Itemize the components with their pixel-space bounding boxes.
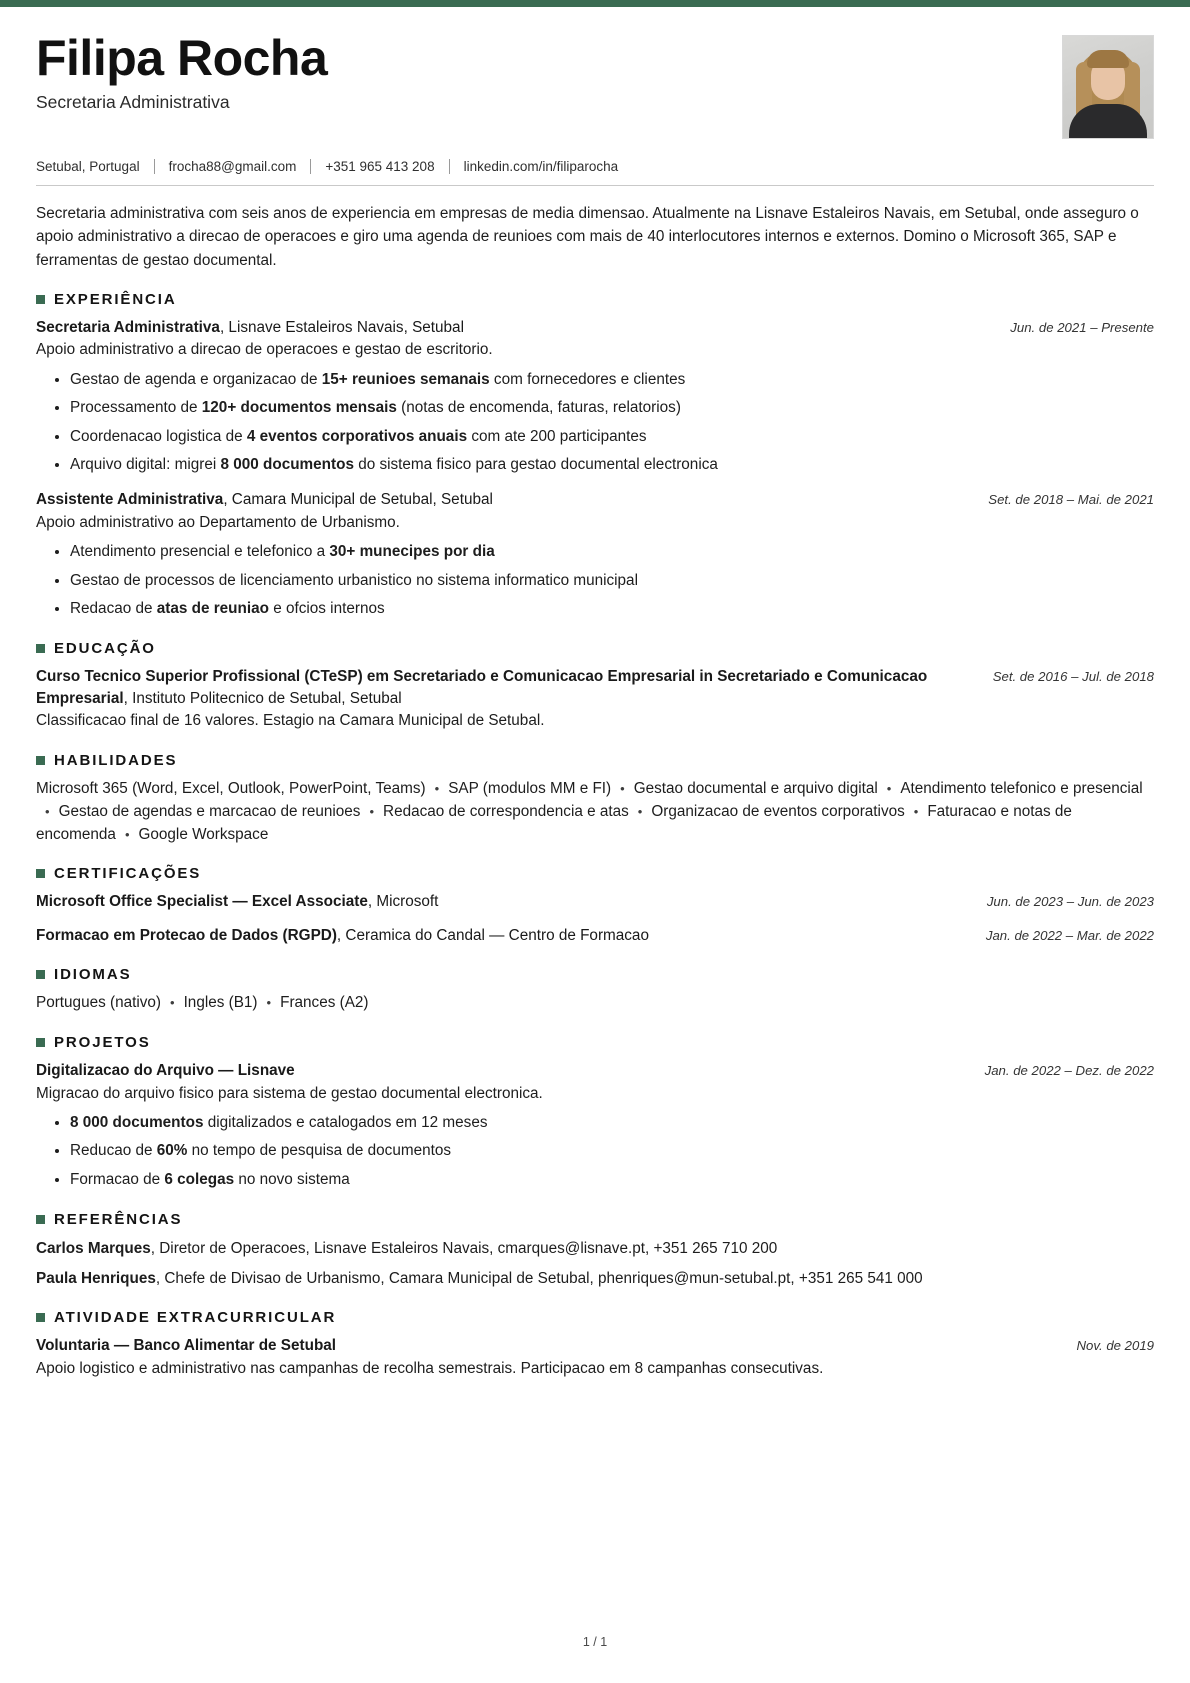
entry-organization: , Microsoft <box>367 893 439 911</box>
square-bullet-icon <box>36 1313 45 1322</box>
section-title: ATIVIDADE EXTRACURRICULAR <box>54 1309 337 1327</box>
entry-organization: , Instituto Politecnico de Setubal, Setubal <box>123 689 402 707</box>
resume-entry <box>36 1060 1154 1192</box>
section-certifications <box>36 865 1154 946</box>
section-projects <box>36 1034 1154 1192</box>
entry-description: Apoio administrativo ao Departamento de Urbanismo. <box>36 513 400 531</box>
entry-header <box>36 666 1154 709</box>
section-extracurricular <box>36 1309 1154 1380</box>
resume-page <box>0 7 1190 1380</box>
dot-separator-icon: • <box>434 780 440 796</box>
section-title: PROJETOS <box>54 1033 151 1051</box>
entry-title <box>36 666 971 709</box>
entry-role: Curso Tecnico Superior Profissional (CTeSP) em Secretariado e Comunicacao Empresarial in Secretariado e Comunicacao Empresarial <box>36 667 928 707</box>
dot-separator-icon: • <box>124 826 130 842</box>
section-heading-projects <box>36 1034 1154 1051</box>
list-item: Coordenacao logistica de 4 eventos corporativos anuais com ate 200 participantes <box>70 426 1154 449</box>
list-item: Processamento de 120+ documentos mensais (notas de encomenda, faturas, relatorios) <box>70 397 1154 420</box>
section-title: EDUCAÇÃO <box>54 639 156 657</box>
education-entry-list <box>36 666 1154 733</box>
inline-list-item: Atendimento telefonico e presencial <box>900 779 1143 797</box>
professional-summary: Secretaria administrativa com seis anos de experiencia em empresas de media dimensao. Atualmente na Lisnave Estaleiros Navais, em Setubal, onde asseguro o apoio administrativo a direcao de operacoes e giro uma agenda de reunioes com mais de 40 interlocutores internos e externos. Domino o Microsoft 365, SAP e ferramentas de gestao documental. <box>36 205 1139 269</box>
bullet-highlight: 4 eventos corporativos anuais <box>246 427 468 445</box>
inline-list-item: Google Workspace <box>138 825 269 843</box>
square-bullet-icon <box>36 756 45 765</box>
contact-bar <box>36 159 1154 186</box>
dot-separator-icon: • <box>620 780 625 796</box>
accent-top-rule <box>0 0 1190 7</box>
entry-header <box>36 317 1154 339</box>
resume-entry <box>36 489 1154 621</box>
square-bullet-icon <box>36 869 45 878</box>
entry-title <box>36 925 964 947</box>
certification-entry-list <box>36 891 1154 946</box>
inline-list-item: Faturacao e notas de encomenda <box>36 802 1072 843</box>
bullet-highlight: 8 000 documentos <box>70 1113 204 1131</box>
entry-date-range: Set. de 2016 – Jul. de 2018 <box>992 668 1154 684</box>
square-bullet-icon <box>36 644 45 653</box>
entry-header <box>36 1060 1154 1082</box>
contact-item[interactable]: linkedin.com/in/filiparocha <box>463 159 619 174</box>
experience-entry-list <box>36 317 1154 621</box>
section-heading-education <box>36 640 1154 657</box>
header-identity <box>36 31 1062 114</box>
contact-item[interactable]: +351 965 413 208 <box>325 159 435 174</box>
entry-role: Voluntaria — Banco Alimentar de Setubal <box>36 1337 337 1355</box>
section-heading-languages <box>36 966 1154 983</box>
contact-item[interactable]: frocha88@gmail.com <box>168 159 297 174</box>
dot-separator-icon: • <box>170 995 175 1011</box>
entry-title <box>36 317 988 339</box>
section-title: EXPERIÊNCIA <box>54 290 177 308</box>
section-heading-references <box>36 1211 1154 1228</box>
reference-entry-list <box>36 1237 1154 1291</box>
resume-entry <box>36 317 1154 477</box>
entry-organization: , Lisnave Estaleiros Navais, Setubal <box>219 318 464 336</box>
entry-role: Secretaria Administrativa <box>36 318 220 336</box>
list-item: Redacao de atas de reuniao e ofcios internos <box>70 598 1154 621</box>
list-item: Arquivo digital: migrei 8 000 documentos do sistema fisico para gestao documental electronica <box>70 454 1154 477</box>
entry-date-range: Jan. de 2022 – Mar. de 2022 <box>985 928 1154 944</box>
entry-organization: , Ceramica do Candal — Centro de Formacao <box>336 927 649 945</box>
entry-description: Apoio logistico e administrativo nas campanhas de recolha semestrais. Participacao em 8 campanhas consecutivas. <box>36 1359 824 1377</box>
inline-list-item: Gestao de agendas e marcacao de reunioes <box>58 802 361 820</box>
entry-role: Microsoft Office Specialist — Excel Associate <box>36 893 368 911</box>
entry-description: Apoio administrativo a direcao de operacoes e gestao de escritorio. <box>36 341 493 359</box>
bullet-highlight: 30+ munecipes por dia <box>329 543 495 561</box>
entry-role: Formacao em Protecao de Dados (RGPD) <box>36 927 337 945</box>
page-footer <box>0 1635 1190 1649</box>
entry-title <box>36 489 966 511</box>
avatar <box>1062 35 1154 139</box>
entry-description: Classificacao final de 16 valores. Estagio na Camara Municipal de Setubal. <box>36 712 545 730</box>
inline-list-item: SAP (modulos MM e FI) <box>448 779 612 797</box>
section-title: CERTIFICAÇÕES <box>54 865 202 883</box>
entry-date-range: Jun. de 2021 – Presente <box>1010 319 1154 335</box>
section-experience <box>36 291 1154 621</box>
entry-date-range: Jun. de 2023 – Jun. de 2023 <box>986 894 1154 910</box>
list-item: Gestao de processos de licenciamento urbanistico no sistema informatico municipal <box>70 570 1154 593</box>
job-headline: Secretaria Administrativa <box>36 92 230 112</box>
section-heading-certifications <box>36 865 1154 882</box>
entry-date-range: Jan. de 2022 – Dez. de 2022 <box>984 1062 1154 1078</box>
bullet-highlight: atas de reuniao <box>156 599 269 617</box>
inline-list-item: Microsoft 365 (Word, Excel, Outlook, PowerPoint, Teams) <box>36 779 426 797</box>
section-title: HABILIDADES <box>54 751 178 769</box>
reference-name: Paula Henriques <box>36 1269 156 1287</box>
entry-bullet-list <box>36 369 1154 477</box>
dot-separator-icon: • <box>369 803 375 819</box>
square-bullet-icon <box>36 1215 45 1224</box>
entry-role: Digitalizacao do Arquivo — Lisnave <box>36 1061 295 1079</box>
inline-list-item: Organizacao de eventos corporativos <box>651 802 905 820</box>
dot-separator-icon: • <box>913 803 919 819</box>
list-item: Atendimento presencial e telefonico a 30+ munecipes por dia <box>70 541 1154 564</box>
contact-separator <box>154 159 155 174</box>
entry-role: Assistente Administrativa <box>36 491 224 509</box>
square-bullet-icon <box>36 1038 45 1047</box>
entry-bullet-list <box>36 541 1154 621</box>
inline-list-item: Ingles (B1) <box>183 993 258 1011</box>
page-title: Filipa Rocha <box>36 30 328 86</box>
entry-title <box>36 1335 1055 1357</box>
project-entry-list <box>36 1060 1154 1192</box>
section-heading-extracurricular <box>36 1309 1154 1326</box>
entry-header <box>36 489 1154 511</box>
entry-bullet-list <box>36 1112 1154 1192</box>
dot-separator-icon: • <box>45 803 50 819</box>
entry-header <box>36 891 1154 913</box>
avatar-hair-front <box>1087 50 1129 68</box>
inline-list-item: Portugues (nativo) <box>36 993 161 1011</box>
bullet-highlight: 60% <box>156 1142 188 1160</box>
reference-item: Paula Henriques, Chefe de Divisao de Urbanismo, Camara Municipal de Setubal, phenriques@mun-setubal.pt, +351 265 541 000 <box>36 1269 923 1287</box>
bullet-highlight: 8 000 documentos <box>220 456 354 474</box>
resume-entry <box>36 1335 1154 1380</box>
resume-header <box>36 7 1154 139</box>
square-bullet-icon <box>36 295 45 304</box>
extracurricular-entry-list <box>36 1335 1154 1380</box>
resume-entry <box>36 925 1154 947</box>
section-heading-skills <box>36 752 1154 769</box>
entry-title <box>36 891 965 913</box>
resume-entry <box>36 666 1154 733</box>
bullet-highlight: 15+ reunioes semanais <box>321 370 490 388</box>
section-education <box>36 640 1154 733</box>
contact-separator <box>449 159 450 174</box>
section-skills <box>36 752 1154 847</box>
entry-organization: , Camara Municipal de Setubal, Setubal <box>223 491 493 509</box>
contact-separator <box>310 159 311 174</box>
entry-description: Migracao do arquivo fisico para sistema de gestao documental electronica. <box>36 1084 543 1102</box>
dot-separator-icon: • <box>266 995 272 1011</box>
section-title: REFERÊNCIAS <box>54 1210 183 1228</box>
inline-list-item: Frances (A2) <box>280 993 369 1011</box>
resume-entry <box>36 891 1154 913</box>
page-indicator: 1 / 1 <box>582 1635 608 1649</box>
list-item: Gestao de agenda e organizacao de 15+ reunioes semanais com fornecedores e clientes <box>70 369 1154 392</box>
inline-list-item: Gestao documental e arquivo digital <box>633 779 878 797</box>
square-bullet-icon <box>36 970 45 979</box>
contact-item[interactable]: Setubal, Portugal <box>36 159 140 174</box>
section-languages <box>36 966 1154 1015</box>
entry-date-range: Nov. de 2019 <box>1076 1338 1154 1354</box>
section-title: IDIOMAS <box>54 965 132 983</box>
list-item: Reducao de 60% no tempo de pesquisa de documentos <box>70 1140 1154 1163</box>
reference-item: Carlos Marques, Diretor de Operacoes, Lisnave Estaleiros Navais, cmarques@lisnave.pt, +351 265 710 200 <box>36 1239 778 1257</box>
section-heading-experience <box>36 291 1154 308</box>
reference-name: Carlos Marques <box>36 1239 151 1257</box>
list-item: Formacao de 6 colegas no novo sistema <box>70 1169 1154 1192</box>
bullet-highlight: 120+ documentos mensais <box>201 399 397 417</box>
section-references <box>36 1211 1154 1291</box>
dot-separator-icon: • <box>886 780 892 796</box>
skills-list <box>36 778 1154 847</box>
inline-list-item: Redacao de correspondencia e atas <box>383 802 629 820</box>
bullet-highlight: 6 colegas <box>164 1170 235 1188</box>
entry-date-range: Set. de 2018 – Mai. de 2021 <box>988 492 1154 508</box>
entry-header <box>36 925 1154 947</box>
entry-header <box>36 1335 1154 1357</box>
languages-list <box>36 992 1154 1015</box>
entry-title <box>36 1060 963 1082</box>
dot-separator-icon: • <box>637 803 643 819</box>
list-item: 8 000 documentos digitalizados e catalogados em 12 meses <box>70 1112 1154 1135</box>
